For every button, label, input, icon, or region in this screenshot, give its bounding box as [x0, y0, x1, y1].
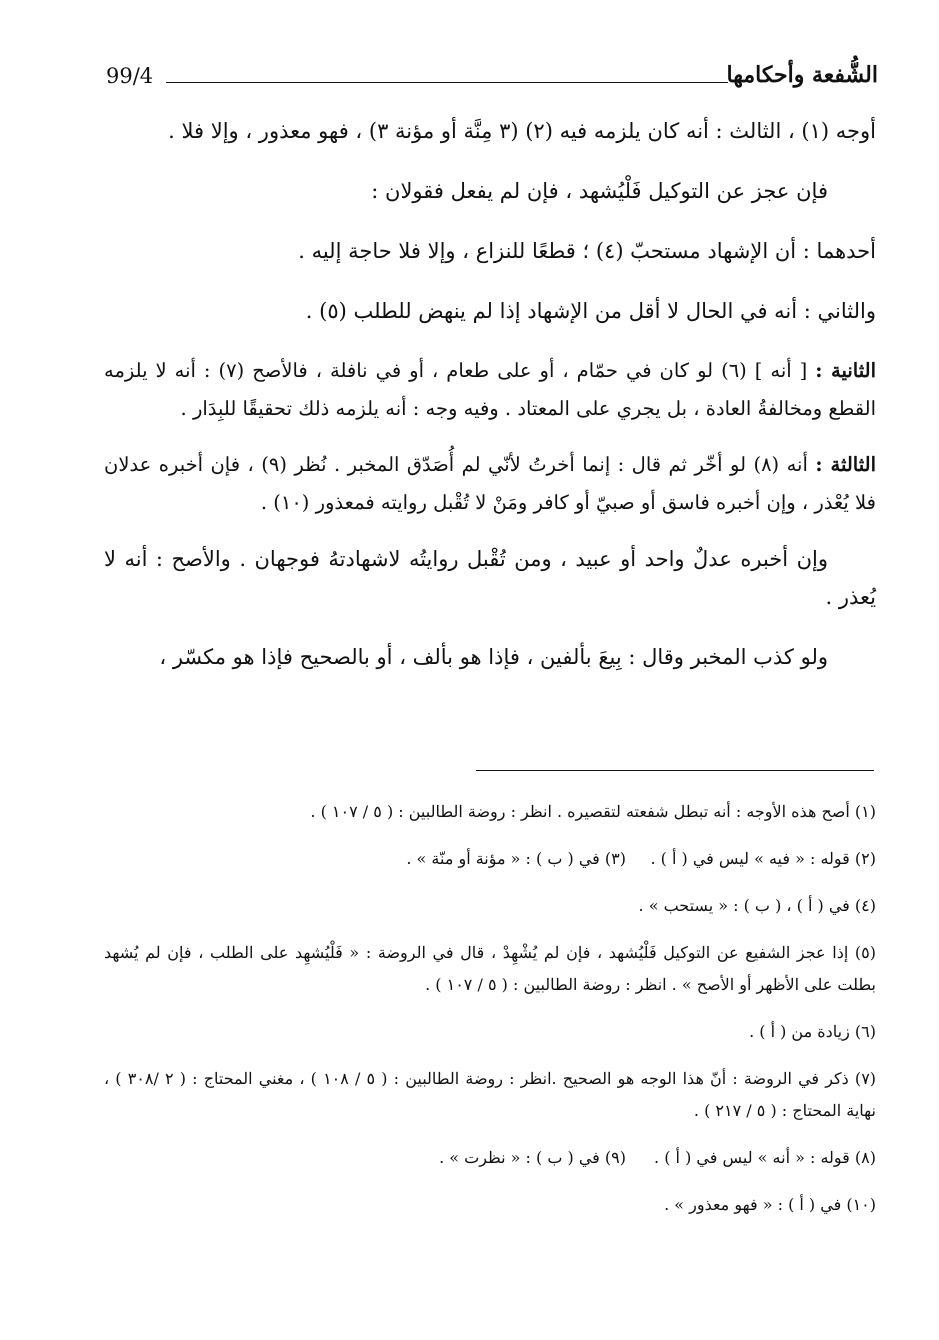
footnote-9: (٩) في ( ب ) : « نظرت » . [439, 1148, 626, 1167]
footnote-row-2-3 [104, 843, 876, 875]
paragraph-1 [104, 112, 876, 150]
paragraph-4-text: والثاني : أنه في الحال لا أقل من الإشهاد إذا لم ينهض للطلب (٥) . [305, 299, 876, 323]
paragraph-8-text: ولو كذب المخبر وقال : بِيعَ بألفين ، فإذا هو بألف ، أو بالصحيح فإذا هو مكسّر ، [159, 645, 828, 669]
footnote-3: (٣) في ( ب ) : « مؤنة أو منّة » . [406, 849, 626, 868]
paragraph-7-text: وإن أخبره عدلٌ واحد أو عبيد ، ومن تُقْبل روايتُه لاشهادتهُ فوجهان . والأصح : أنه لا يُعذر . [104, 547, 876, 609]
footnote-6: (٦) زيادة من ( أ ) . [749, 1022, 876, 1041]
running-header [106, 62, 878, 102]
paragraph-2 [104, 172, 876, 210]
paragraph-5-text: [ أنه ] (٦) لو كان في حمّام ، أو على طعام ، أو في نافلة ، فالأصح (٧) : أنه لا يلزمه القطع ومخالفةُ العادة ، بل يجري على المعتاد . وفيه وجه : أنه يلزمه ذلك تحقيقًا للبِدَار . [104, 359, 876, 420]
paragraph-1-text: أوجه (١) ، الثالث : أنه كان يلزمه فيه (٢) (٣ مِنَّة أو مؤنة ٣) ، فهو معذور ، وإلا فلا . [168, 119, 876, 143]
footnote-8: (٨) قوله : « أنه » ليس في ( أ ) . [654, 1148, 876, 1167]
footnote-1: (١) أصح هذه الأوجه : أنه تبطل شفعته لتقصيره . انظر : روضة الطالبين : ( ٥ / ١٠٧ ) . [310, 802, 876, 821]
footnote-10: (١٠) في ( أ ) : « فهو معذور » . [664, 1195, 876, 1214]
paragraph-2-text: فإن عجز عن التوكيل فَلْيُشهد ، فإن لم يفعل فقولان : [371, 179, 828, 203]
header-title: الشُّفعة وأحكامها [726, 62, 878, 88]
paragraph-6 [104, 446, 876, 522]
header-rule [166, 82, 728, 83]
footnote-2: (٢) قوله : « فيه » ليس في ( أ ) . [650, 849, 876, 868]
paragraph-8 [104, 638, 876, 676]
footnote-4: (٤) في ( أ ) ، ( ب ) : « يستحب » . [638, 896, 876, 915]
paragraph-5-lead: الثانية : [815, 359, 876, 382]
footnotes [104, 796, 876, 1236]
footnote-separator [476, 770, 874, 771]
footnote-7: (٧) ذكر في الروضة : أنّ هذا الوجه هو الصحيح .انظر : روضة الطالبين : ( ٥ / ١٠٨ ) ، مغني المحتاج : ( ٢ /٣٠٨ ) ، نهاية المحتاج : ( ٥ / ٢١٧ ) . [104, 1069, 877, 1120]
paragraph-5 [104, 352, 876, 428]
footnote-5: (٥) إذا عجز الشفيع عن التوكيل فَلْيُشهد ، فإن لم يُشْهِدْ ، قال في الروضة : « فَلْيُشهِد على الطلب ، فإن لم يُشهد بطلت على الأظهر أو الأصح » . انظر : روضة الطالبين : ( ٥ / ١٠٧ ) . [104, 943, 876, 994]
paragraph-6-text: أنه (٨) لو أخّر ثم قال : إنما أخرتُ لأنّي لم أُصَدّق المخبر . نُظر (٩) ، فإن أخبره عدلان فلا يُعْذر ، وإن أخبره فاسق أو صبيّ أو كافر ومَنْ لا تُقْبل روايته فمعذور (١٠) . [104, 453, 876, 514]
paragraph-4 [104, 292, 876, 330]
paragraph-3-text: أحدهما : أن الإشهاد مستحبّ (٤) ؛ قطعًا للنزاع ، وإلا فلا حاجة إليه . [298, 239, 876, 263]
footnote-row-8-9 [104, 1142, 876, 1174]
paragraph-6-lead: الثالثة : [815, 453, 876, 476]
page-number: 99/4 [106, 64, 154, 88]
paragraph-7 [104, 540, 876, 616]
main-text [104, 112, 876, 698]
paragraph-3 [104, 232, 876, 270]
